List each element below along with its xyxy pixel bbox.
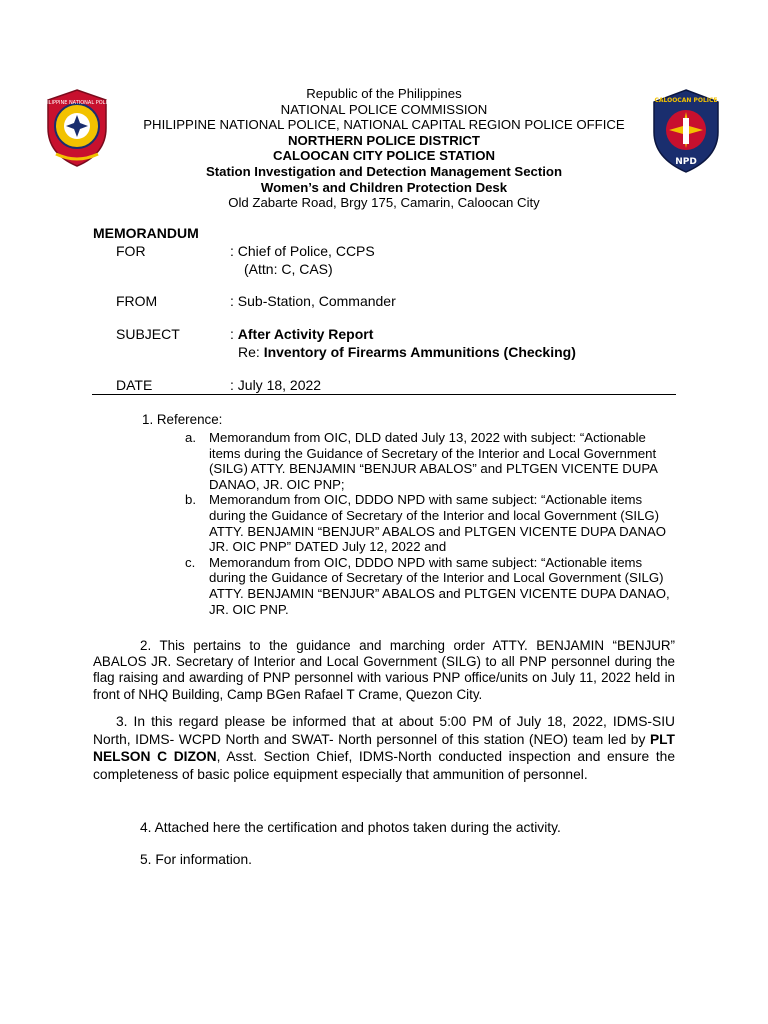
reference-list	[185, 430, 677, 617]
header-section: Station Investigation and Detection Management Section	[205, 163, 563, 179]
memo-divider	[92, 394, 676, 395]
for-attn: (Attn: C, CAS)	[244, 261, 333, 277]
paragraph-3	[93, 713, 675, 783]
from-label: FROM	[116, 293, 158, 309]
header-republic: Republic of the Philippines	[306, 86, 462, 101]
reference-marker: b.	[185, 492, 196, 508]
for-label: FOR	[116, 243, 146, 259]
logo-right-text: CALOOCAN POLICE	[654, 97, 718, 104]
date-label: DATE	[116, 377, 153, 393]
paragraph-3-text-start: 3. In this regard please be informed that at about 5:00 PM of July 18, 2022, IDMS-SIU North, IDMS- WCPD North and SWAT- North personnel of this station (NEO) team led by	[93, 714, 675, 747]
subject-re-line	[238, 344, 576, 361]
date-value: : July 18, 2022	[230, 377, 322, 393]
logo-left-text: PHILIPPINE NATIONAL POLICE	[44, 100, 110, 106]
subject-colon: :	[230, 326, 234, 342]
letterhead	[94, 86, 674, 211]
reference-item-b	[185, 492, 677, 554]
reference-item-c	[185, 555, 677, 617]
paragraph-5: 5. For information.	[140, 852, 252, 867]
from-value: : Sub-Station, Commander	[230, 293, 396, 309]
re-prefix: Re:	[238, 344, 260, 360]
reference-text: Memorandum from OIC, DDDO NPD with same subject: “Actionable items during the Guidance of Secretary of the Interior and Local Government (SILG) ATTY. BENJAMIN “BENJUR” ABALOS and PLTGEN VICENTE DUPA DANAO, JR. OIC PNP.	[209, 554, 670, 617]
for-value: : Chief of Police, CCPS	[230, 243, 375, 259]
paragraph-4: 4. Attached here the certification and photos taken during the activity.	[140, 820, 561, 835]
paragraph-2-text: 2. This pertains to the guidance and marching order ATTY. BENJAMIN “BENJUR” ABALOS JR. Secretary of Interior and Local Government (SILG) to all PNP personnel during the flag raising and awarding of PNP personnel with various PNP office/units on July 11, 2022 held in front of NHQ Building, Camp BGen Rafael T Crame, Quezon City.	[93, 638, 675, 702]
reference-marker: a.	[185, 430, 196, 445]
paragraph-3-text-end: , Asst. Section Chief, IDMS-North conducted inspection and ensure the completeness of basic police equipment especially that ammunition of personnel.	[93, 749, 675, 782]
reference-marker: c.	[185, 554, 196, 570]
header-station: CALOOCAN CITY POLICE STATION	[273, 148, 495, 164]
header-address: Old Zabarte Road, Brgy 175, Camarin, Caloocan City	[228, 195, 540, 211]
re-value: Inventory of Firearms Ammunitions (Checking)	[263, 344, 576, 360]
memo-title: MEMORANDUM	[93, 225, 199, 241]
header-napolcom: NATIONAL POLICE COMMISSION	[280, 101, 488, 117]
team-leader-name: PLT NELSON C DIZON	[93, 731, 675, 765]
header-pnp-ncrpo: PHILIPPINE NATIONAL POLICE, NATIONAL CAPITAL REGION POLICE OFFICE	[143, 117, 625, 133]
reference-text: Memorandum from OIC, DLD dated July 13, 2022 with subject: “Actionable items during the Guidance of Secretary of the Interior and Local Government (SILG) ATTY. BENJAMIN “BENJUR ABALOS” and PLTGEN VICENTE DUPA DANAO, JR. OIC PNP;	[209, 430, 658, 492]
subject-label: SUBJECT	[116, 326, 180, 342]
reference-text: Memorandum from OIC, DDDO NPD with same subject: “Actionable items during the Guidance of Secretary of the Interior and local Government (SILG) ATTY. BENJAMIN “BENJUR” ABALOS and PLTGEN VICENTE DUPA DANAO JR. OIC PNP” DATED July 12, 2022 and	[209, 492, 667, 555]
header-npd: NORTHERN POLICE DISTRICT	[288, 132, 480, 148]
header-desk: Women’s and Children Protection Desk	[260, 179, 508, 195]
reference-heading: 1. Reference:	[142, 412, 223, 427]
subject-value: After Activity Report	[237, 326, 374, 342]
subject-value-line	[230, 326, 373, 343]
reference-item-a	[185, 430, 677, 492]
paragraph-2	[93, 638, 675, 703]
logo-right-initials: NPD	[675, 157, 697, 167]
